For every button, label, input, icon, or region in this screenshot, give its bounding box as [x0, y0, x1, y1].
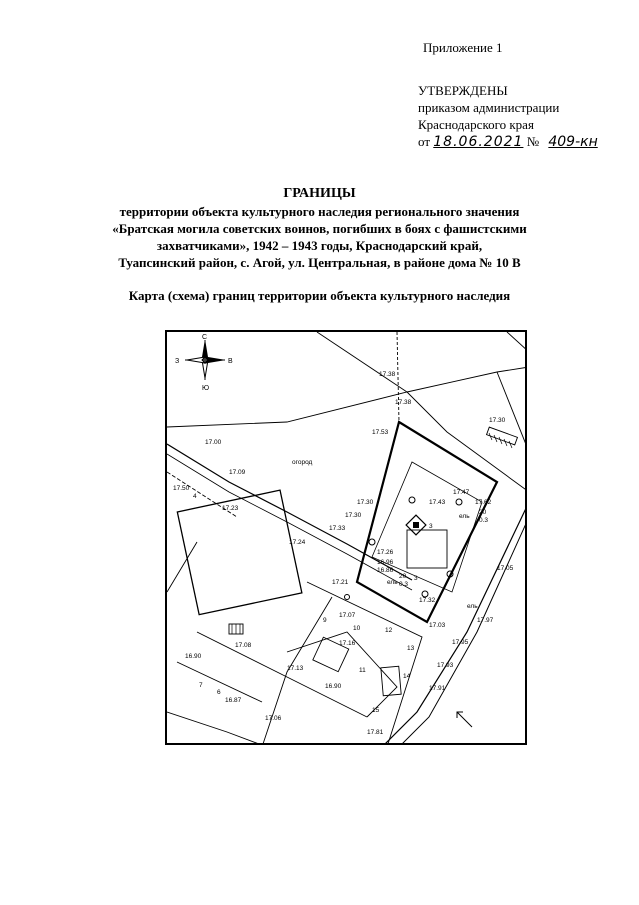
map-drawing — [167, 332, 527, 745]
point-number: 11 — [359, 667, 366, 674]
point-number: 3 — [429, 523, 433, 530]
elevation-label: 17.05 — [497, 565, 514, 572]
elevation-label: 17.30 — [345, 512, 362, 519]
elevation-label: 16.90 — [185, 653, 202, 660]
elevation-label: 17.95 — [452, 639, 469, 646]
road-edge — [382, 502, 527, 745]
building-outline — [177, 490, 302, 615]
grave-area — [407, 530, 447, 568]
elevation-label: 17.91 — [429, 685, 446, 692]
elevation-label: 17.43 — [429, 499, 446, 506]
point-number: 10 — [353, 625, 361, 632]
elevation-label: 17.07 — [339, 612, 356, 619]
elevation-label: 17.38 — [379, 371, 396, 378]
elevation-label: 17.16 — [339, 640, 356, 647]
point-number: 7 — [199, 682, 203, 689]
elevation-label: 16.86 — [377, 567, 394, 574]
elevation-label: 17.09 — [229, 469, 246, 476]
direction-arrow-icon — [457, 712, 472, 727]
plot-line — [167, 367, 527, 427]
garden-label: огород — [292, 459, 313, 466]
compass-east: В — [228, 358, 233, 365]
elevation-label: 17.30 — [357, 499, 374, 506]
elevation-label: 17.50 — [173, 485, 190, 492]
appendix-label: Приложение 1 — [423, 40, 503, 55]
map-caption: Карта (схема) границ территории объекта культурного наследия — [128, 288, 511, 303]
hatched-area — [487, 427, 518, 445]
point-number: 6 — [217, 689, 221, 696]
approval-block — [418, 82, 598, 151]
elevation-label: 17.81 — [367, 729, 384, 736]
street-edge — [167, 454, 412, 590]
compass-rose-icon — [185, 340, 225, 380]
document-title — [0, 185, 639, 304]
title-line-1: территории объекта культурного наследия регионального значения — [119, 204, 520, 219]
survey-point — [345, 595, 350, 600]
elevation-label: 17.30 — [489, 417, 506, 424]
tree-size-label: 0.3 — [399, 581, 409, 588]
elevation-label: 16.96 — [377, 559, 394, 566]
elevation-label: 17.53 — [372, 429, 389, 436]
elevation-label: 17.08 — [235, 642, 252, 649]
title-line-2: «Братская могила советских воинов, погибших в боях с фашистскими — [112, 221, 527, 236]
tree-species-label: ель — [459, 513, 470, 520]
elevation-label: 17.38 — [395, 399, 412, 406]
monument-icon — [406, 515, 426, 535]
number-label: № — [526, 134, 540, 149]
point-number: 13 — [407, 645, 415, 652]
boundary-map — [165, 330, 527, 745]
elevation-label: 17.03 — [429, 622, 446, 629]
tree-species-label: ель — [467, 603, 478, 610]
tree-icon — [409, 497, 415, 503]
tree-icon — [456, 499, 462, 505]
plot-line — [317, 332, 407, 392]
order-label: приказом администрации — [418, 100, 560, 115]
elevation-label: 17.26 — [377, 549, 394, 556]
date-number-line — [418, 133, 598, 151]
elevation-label: 16.90 — [325, 683, 342, 690]
approved-label: УТВЕРЖДЕНЫ — [418, 83, 508, 98]
title-heading: ГРАНИЦЫ — [283, 186, 356, 201]
elevation-label: 17.62 — [475, 499, 492, 506]
compass-south: Ю — [202, 385, 210, 392]
tree-species-label: ель — [387, 579, 398, 586]
elevation-label: 17.24 — [289, 539, 306, 546]
title-line-3: захватчиками», 1942 – 1943 годы, Краснодарский край, — [156, 238, 483, 253]
elevation-label: 16.87 — [225, 697, 242, 704]
elevation-label: 17.47 — [453, 489, 470, 496]
elevation-label: 17.33 — [329, 525, 346, 532]
plot-line — [407, 392, 527, 492]
tree-size-label: 0.3 — [479, 517, 489, 524]
region-label: Краснодарского края — [418, 117, 534, 132]
order-number: 409-кн — [548, 134, 598, 150]
title-line-4: Туапсинский район, с. Агой, ул. Центральная, в районе дома № 10 В — [118, 255, 521, 270]
elevation-label: 17.00 — [205, 439, 222, 446]
elevation-label: 17.97 — [477, 617, 494, 624]
elevation-label: 17.06 — [265, 715, 282, 722]
compass-north: С — [202, 334, 208, 341]
from-label: от — [418, 134, 431, 149]
compass-west: З — [175, 358, 180, 365]
point-number: 15 — [372, 707, 380, 714]
tree-icon — [369, 539, 375, 545]
elevation-label: 17.21 — [332, 579, 349, 586]
elevation-label: 17.23 — [222, 505, 239, 512]
elevation-label: 17.93 — [437, 662, 454, 669]
point-number: 14 — [403, 673, 411, 680]
point-number: 3 — [414, 575, 418, 582]
tree-size-label: 20 — [399, 573, 407, 580]
point-number: 4 — [193, 493, 197, 500]
order-date: 18.06.2021 — [433, 134, 524, 150]
tree-size-label: 20 — [479, 509, 487, 516]
elevation-label: 17.13 — [287, 665, 304, 672]
point-number: 12 — [385, 627, 393, 634]
elevation-label: 17.32 — [419, 597, 436, 604]
point-number: 9 — [323, 617, 327, 624]
